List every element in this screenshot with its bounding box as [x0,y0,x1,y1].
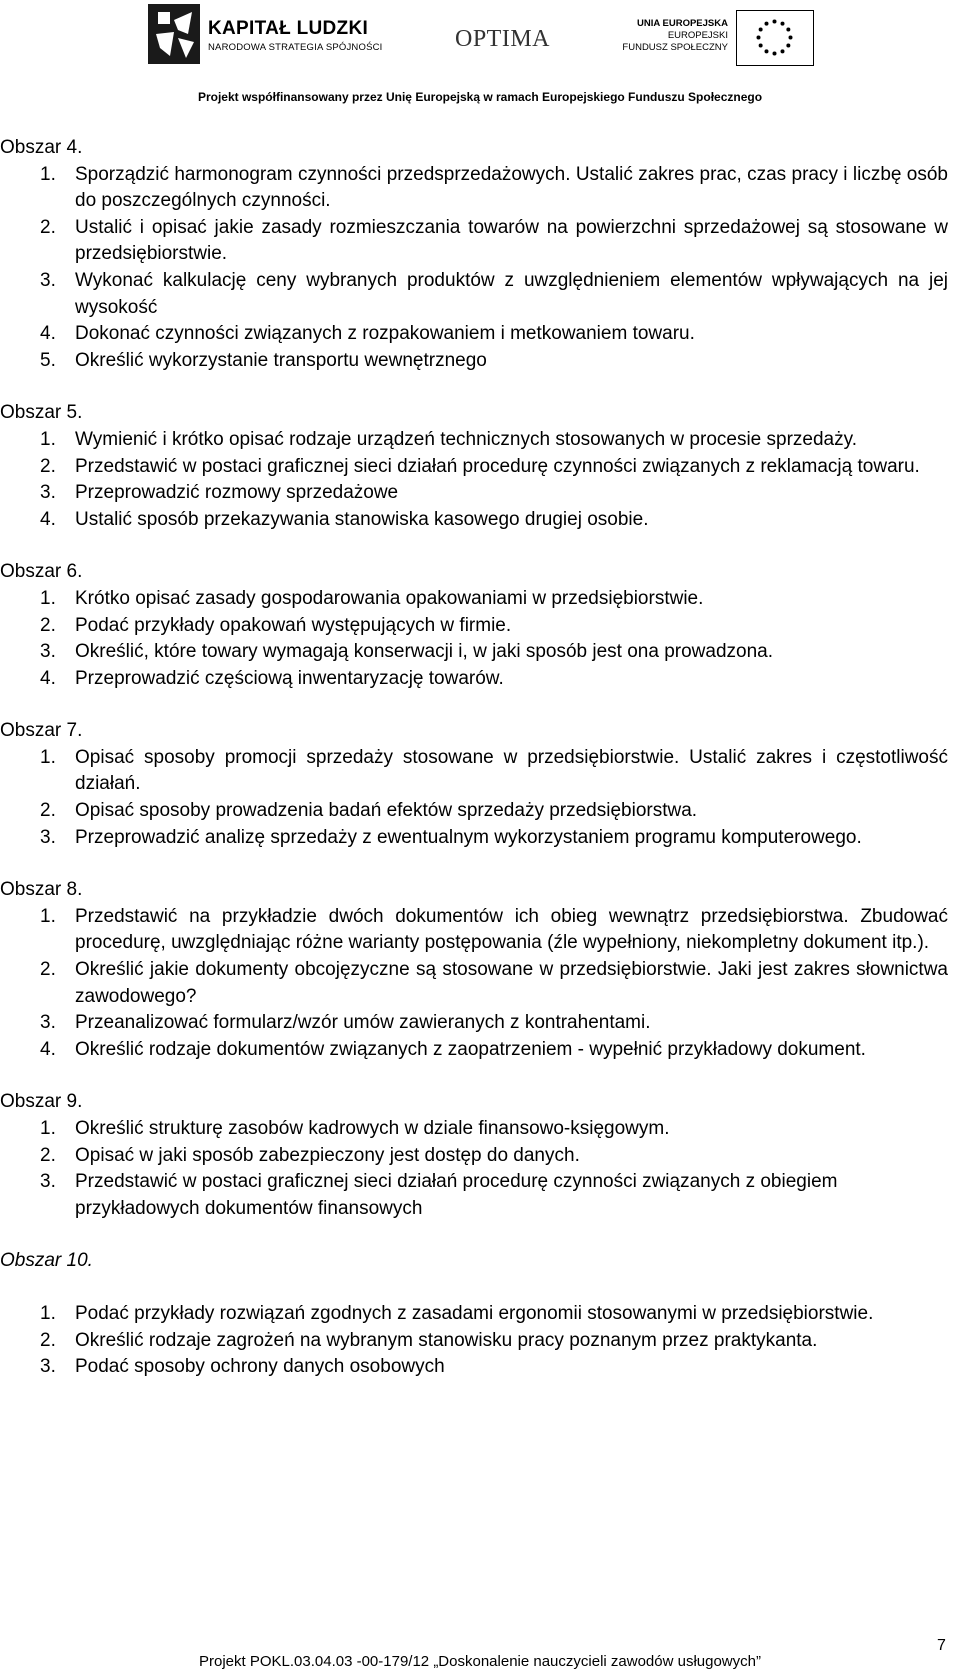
list-item-text: Przeprowadzić rozmowy sprzedażowe [75,482,399,504]
list-item [0,798,958,825]
section-title: Obszar 6. [0,561,83,583]
kapital-ludzki-logo [148,4,383,68]
footer-project: Projekt POKL.03.04.03 -00-179/12 „Doskonalenie nauczycieli zawodów usługowych” [199,1653,761,1670]
section-title: Obszar 8. [0,879,83,901]
section [0,1089,958,1222]
section [0,877,958,1063]
task-list [0,586,958,692]
eu-logo [622,10,812,70]
list-item-number: 4. [40,1038,56,1060]
list-item [0,639,958,666]
header-caption: Projekt współfinansowany przez Unię Europejską w ramach Europejskiego Funduszu Społecznego [197,90,763,104]
list-item-number: 2. [40,216,56,238]
list-item-text: Podać przykłady rozwiązań zgodnych z zasadami ergonomii stosowanymi w przedsiębiorstwie. [75,1302,874,1324]
list-item-text: Określić, które towary wymagają konserwacji i, w jaki sposób jest ona prowadzona. [75,641,774,663]
task-list [0,1301,958,1381]
section-title: Obszar 9. [0,1091,83,1113]
list-item-text: Krótko opisać zasady gospodarowania opakowaniami w przedsiębiorstwie. [75,587,704,609]
eu-logo-line1: UNIA EUROPEJSKA [637,18,728,29]
list-item-number: 3. [40,269,56,291]
task-list [0,162,958,375]
list-item [0,957,958,1010]
eu-star-icon [765,49,769,53]
list-item [0,1116,958,1143]
list-item [0,1143,958,1170]
list-item-text: Wymienić i krótko opisać rodzaje urządzeń technicznych stosowanych w procesie sprzedaży. [75,428,857,450]
list-item-text: Przeprowadzić częściową inwentaryzację towarów. [75,667,504,689]
eu-star-icon [759,28,763,32]
logo-left-title: KAPITAŁ LUDZKI [208,18,369,39]
list-item-number: 3. [40,482,56,504]
task-list [0,904,958,1064]
list-item-number: 5. [40,349,56,371]
list-item-text: Podać sposoby ochrony danych osobowych [75,1356,445,1378]
list-item-number: 4. [40,667,56,689]
list-item-text: Określić jakie dokumenty obcojęzyczne są stosowane w przedsiębiorstwie. Jaki jest zakres słownictwa zawodowego? [75,959,948,1007]
eu-flag-icon [736,10,814,66]
eu-star-icon [757,36,761,40]
list-item [0,321,958,348]
list-item-number: 4. [40,323,56,345]
list-item [0,348,958,375]
list-item-text: Ustalić i opisać jakie zasady rozmieszczania towarów na powierzchni sprzedażowej są stosowane w przedsiębiorstwie. [75,216,948,265]
spacer [0,1275,958,1301]
list-item [0,1010,958,1037]
list-item-text: Określić rodzaje zagrożeń na wybranym stanowisku pracy poznanym przez praktykanta. [75,1329,818,1351]
list-item-number: 1. [40,428,56,450]
list-item [0,586,958,613]
list-item-text: Określić rodzaje dokumentów związanych z zaopatrzeniem - wypełnić przykładowy dokument. [75,1038,866,1060]
list-item-text: Opisać sposoby promocji sprzedaży stosowane w przedsiębiorstwie. Ustalić zakres i częstotliwość działań. [75,746,948,795]
list-item [0,162,958,215]
section-title: Obszar 5. [0,402,83,424]
list-item-number: 1. [40,746,56,768]
list-item-text: Przedstawić w postaci graficznej sieci działań procedurę czynności związanych z obiegiem przykładowych dokumentów finansowych [75,1171,838,1219]
task-list [0,1116,958,1222]
section [0,400,958,533]
list-item-text: Określić strukturę zasobów kadrowych w dziale finansowo-księgowym. [75,1118,670,1139]
list-item-number: 2. [40,800,56,822]
list-item [0,480,958,507]
list-item [0,666,958,693]
eu-star-icon [789,36,793,40]
logo-left-subtitle: NARODOWA STRATEGIA SPÓJNOŚCI [208,42,383,53]
section [0,718,958,851]
list-item-text: Przedstawić na przykładzie dwóch dokumentów ich obieg wewnątrz przedsiębiorstwa. Zbudować procedurę, uwzględniając różne warianty postępowania (źle wypełniony, niekompletny dokument itp.). [75,905,948,954]
list-item [0,1301,958,1328]
list-item-number: 1. [40,163,56,185]
list-item [0,427,958,454]
optima-logo: OPTIMA [455,26,551,52]
page-header [0,0,960,112]
list-item-text: Przeanalizować formularz/wzór umów zawieranych z kontrahentami. [75,1012,651,1034]
list-item-text: Określić wykorzystanie transportu wewnętrznego [75,349,487,371]
eu-logo-line3: FUNDUSZ SPOŁECZNY [622,42,728,53]
list-item [0,1354,958,1381]
eu-logo-line2: EUROPEJSKI [667,30,728,41]
eu-star-icon [786,44,790,48]
list-item-number: 4. [40,508,56,530]
list-item-number: 3. [40,826,56,848]
list-item [0,507,958,534]
list-item [0,825,958,852]
list-item-number: 2. [40,455,56,477]
list-item [0,1328,958,1355]
section [0,135,958,374]
list-item [0,215,958,268]
list-item-number: 3. [40,641,56,663]
section [0,559,958,692]
section-title: Obszar 10. [0,1250,93,1272]
section-title: Obszar 4. [0,137,83,158]
eu-logo-text [622,18,728,54]
list-item-text: Podać przykłady opakowań występujących w firmie. [75,614,512,636]
list-item-text: Przedstawić w postaci graficznej sieci działań procedurę czynności związanych z reklamacją towaru. [75,455,920,477]
list-item [0,745,958,798]
list-item-text: Ustalić sposób przekazywania stanowiska kasowego drugiej osobie. [75,508,649,530]
list-item [0,1169,958,1222]
eu-star-icon [773,20,777,24]
list-item [0,268,958,321]
eu-star-icon [773,52,777,56]
list-item [0,613,958,640]
list-item-number: 2. [40,1329,56,1351]
list-item-text: Sporządzić harmonogram czynności przedsprzedażowych. Ustalić zakres prac, czas pracy i liczbę osób do poszczególnych czynności. [75,163,948,212]
list-item-text: Dokonać czynności związanych z rozpakowaniem i metkowaniem towaru. [75,323,695,345]
list-item [0,454,958,481]
list-item-text: Przeprowadzić analizę sprzedaży z ewentualnym wykorzystaniem programu komputerowego. [75,826,862,848]
list-item-number: 1. [40,905,56,927]
kapital-ludzki-emblem-icon [148,4,200,64]
document-body [0,135,958,1381]
list-item-number: 1. [40,587,56,609]
task-list [0,745,958,851]
list-item-number: 3. [40,1171,56,1193]
list-item-number: 3. [40,1356,56,1378]
list-item-text: Opisać sposoby prowadzenia badań efektów sprzedaży przedsiębiorstwa. [75,800,698,822]
list-item-text: Wykonać kalkulację ceny wybranych produktów z uwzględnieniem elementów wpływających na jej wysokość [75,269,948,318]
section [0,1248,958,1380]
list-item-number: 1. [40,1118,56,1139]
eu-star-icon [781,49,785,53]
eu-star-icon [781,22,785,26]
eu-star-icon [786,28,790,32]
page-number: 7 [937,1637,946,1654]
task-list [0,427,958,533]
list-item [0,904,958,957]
list-item-text: Opisać w jaki sposób zabezpieczony jest dostęp do danych. [75,1144,580,1166]
list-item-number: 2. [40,614,56,636]
list-item [0,1037,958,1064]
eu-star-icon [765,22,769,26]
list-item-number: 2. [40,959,56,981]
list-item-number: 1. [40,1302,56,1324]
list-item-number: 2. [40,1144,56,1166]
section-title: Obszar 7. [0,720,83,742]
list-item-number: 3. [40,1012,56,1034]
eu-star-icon [759,44,763,48]
